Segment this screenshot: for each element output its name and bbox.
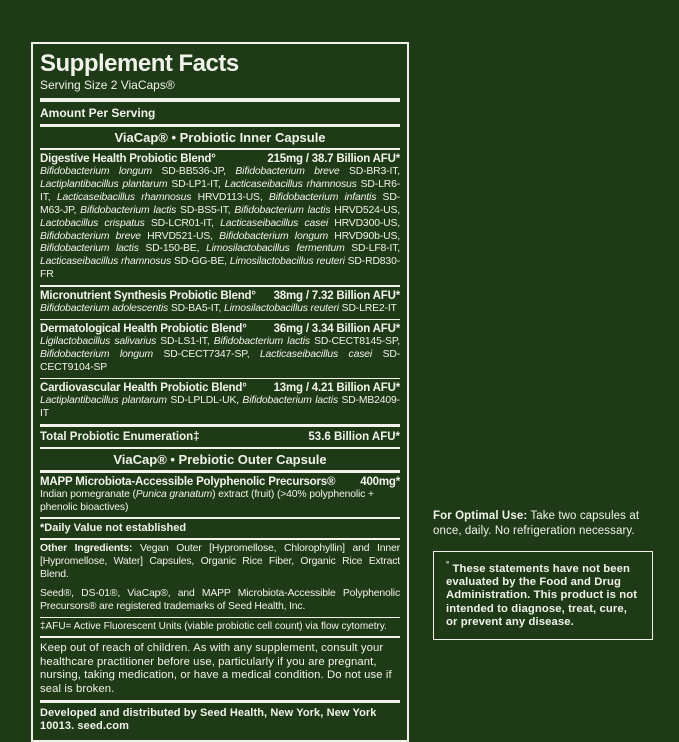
- fda-disclaimer-text: These statements have not been evaluated by the Food and Drug Administration. This product is not intended to diagnose, treat, cure, or prevent any disease.: [446, 563, 638, 628]
- blend-amount: 13mg / 4.21 Billion AFU*: [273, 382, 400, 395]
- prebiotic-name: MAPP Microbiota-Accessible Polyphenolic Precursors®: [40, 475, 336, 488]
- supplement-facts-panel: [31, 42, 409, 742]
- total-label: Total Probiotic Enumeration‡: [40, 430, 200, 443]
- blend-strains: Bifidobacterium adolescentis SD-BA5-IT, Limosilactobacillus reuteri SD-LRE2-IT: [40, 302, 397, 314]
- serving-size: Serving Size 2 ViaCaps®: [40, 78, 175, 92]
- blend-strains: Ligilactobacillus salivarius SD-LS1-IT, Bifidobacterium lactis SD-CECT8145-SP, Bifidobacterium longum SD-CECT7347-SP, Lacticaseibacillus casei SD-CECT9104-SP: [40, 336, 401, 373]
- blend-amount: 215mg / 38.7 Billion AFU*: [267, 153, 400, 165]
- optimal-use-text: Take two capsules at once, daily. No refrigeration necessary.: [433, 510, 640, 537]
- blend-strains: Lactiplantibacillus plantarum SD-LPLDL-UK, Bifidobacterium lactis SD-MB2409-IT: [40, 395, 400, 420]
- warning-text: Keep out of reach of children. As with any supplement, consult your healthcare practitioner before use, particularly if you are pregnant, nursing, taking medication, or have a medical condition. Do not use if seal is broken.: [40, 641, 392, 695]
- other-ingredients-label: Other Ingredients:: [40, 543, 133, 555]
- blend-digestive: [40, 150, 400, 285]
- optimal-use-label: For Optimal Use:: [433, 510, 528, 522]
- prebiotic-section: [40, 473, 400, 518]
- daily-value-note: *Daily Value not established: [40, 521, 187, 534]
- blend-micronutrient: [40, 287, 400, 319]
- prebiotic-detail: Indian pomegranate (Punica granatum) extract (fruit) (>40% polyphenolic + phenolic bioactives): [40, 488, 374, 513]
- afu-footnote: ‡AFU= Active Fluorescent Units (viable probiotic cell count) via flow cytometry.: [40, 621, 387, 633]
- total-enumeration-row: [40, 427, 400, 447]
- inner-capsule-header: ViaCap® • Probiotic Inner Capsule: [114, 129, 326, 145]
- blend-amount: 36mg / 3.34 Billion AFU*: [273, 323, 400, 336]
- total-amount: 53.6 Billion AFU*: [308, 430, 400, 443]
- fda-disclaimer-mark: °: [446, 560, 450, 570]
- blend-name: Dermatological Health Probiotic Blend°: [40, 323, 247, 336]
- outer-capsule-header: ViaCap® • Prebiotic Outer Capsule: [113, 452, 327, 468]
- blend-strains: Bifidobacterium longum SD-BB536-JP, Bifidobacterium breve SD-BR3-IT, Lactiplantibacillus plantarum SD-LP1-IT, Lacticaseibacillus rhamnosus SD-LR6-IT, Lacticaseibacillus rhamnosus HRVD113-US, Bifidobacterium infantis SD-M63-JP, Bifidobacterium lactis SD-BS5-IT, Bifidobacterium lactis HRVD524-US, Lactobacillus crispatus SD-LCR01-IT, Lacticaseibacillus casei HRVD300-US, Bifidobacterium breve HRVD521-US, Bifidobacterium longum HRVD90b-US, Bifidobacterium lactis SD-150-BE, Limosilactobacillus fermentum SD-LF8-IT, Lacticaseibacillus rhamnosus SD-GG-BE, Limosilactobacillus reuteri SD-RD830-FR: [40, 166, 401, 281]
- blend-dermatological: [40, 320, 400, 378]
- blend-name: Digestive Health Probiotic Blend°: [40, 153, 216, 165]
- distributor-text: Developed and distributed by Seed Health, New York, New York 10013. seed.com: [40, 706, 377, 733]
- blend-cardiovascular: [40, 379, 400, 424]
- blend-name: Cardiovascular Health Probiotic Blend°: [40, 382, 247, 395]
- prebiotic-amount: 400mg*: [360, 475, 400, 488]
- optimal-use-note: [433, 509, 667, 538]
- blend-amount: 38mg / 7.32 Billion AFU*: [273, 289, 400, 302]
- panel-title: Supplement Facts: [40, 50, 239, 77]
- amount-per-serving-label: Amount Per Serving: [40, 106, 156, 120]
- fda-disclaimer-box: [433, 551, 653, 640]
- trademarks-note: Seed®, DS-01®, ViaCap®, and MAPP Microbiota-Accessible Polyphenolic Precursors® are registered trademarks of Seed Health, Inc.: [40, 588, 400, 613]
- blend-name: Micronutrient Synthesis Probiotic Blend°: [40, 289, 256, 302]
- other-ingredients: Other Ingredients: Vegan Outer [Hypromellose, Chlorophyllin] and Inner [Hypromellose, Water] Capsules, Organic Rice Fiber, Organic Rice Extract Blend.: [40, 543, 400, 581]
